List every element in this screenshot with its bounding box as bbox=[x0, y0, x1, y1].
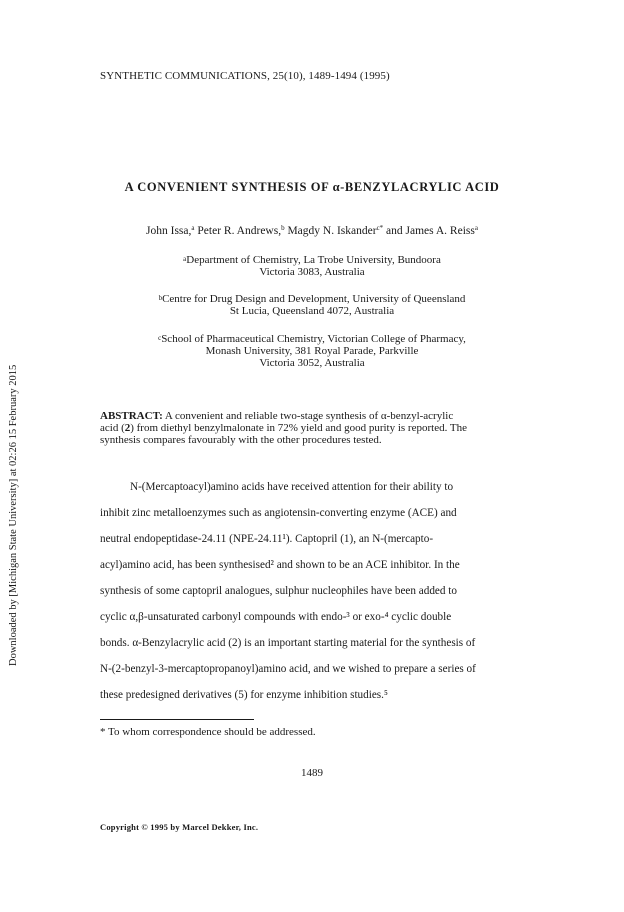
affiliation-c-line2: Monash University, 381 Royal Parade, Parkville bbox=[205, 345, 419, 357]
affiliation-c-line1: School of Pharmaceutical Chemistry, Victorian College of Pharmacy, bbox=[161, 333, 466, 345]
footnote-rule bbox=[100, 719, 254, 720]
body-line-1: N-(Mercaptoacyl)amino acids have received attention for their ability to bbox=[130, 481, 454, 493]
body-line-5: synthesis of some captopril analogues, sulphur nucleophiles have been added to bbox=[100, 585, 457, 597]
affiliation-a-line2: Victoria 3083, Australia bbox=[259, 266, 365, 278]
affiliation-b-line2: St Lucia, Queensland 4072, Australia bbox=[229, 305, 395, 317]
author-3: Magdy N. Iskander bbox=[284, 225, 377, 237]
affiliation-b-marker: b bbox=[158, 294, 163, 302]
copyright-line: Copyright © 1995 by Marcel Dekker, Inc. bbox=[100, 822, 259, 832]
paper-title: A CONVENIENT SYNTHESIS OF α-BENZYLACRYLIC ACID bbox=[124, 180, 500, 194]
author-list bbox=[0, 225, 624, 237]
journal-header: SYNTHETIC COMMUNICATIONS, 25(10), 1489-1494 (1995) bbox=[100, 70, 390, 82]
author-1: John Issa, bbox=[146, 225, 192, 237]
author-4: and James A. Reiss bbox=[383, 225, 475, 237]
author-2: Peter R. Andrews, bbox=[194, 225, 282, 237]
abstract-line2a: acid ( bbox=[100, 422, 125, 434]
affiliation-a-marker: a bbox=[183, 255, 187, 263]
body-line-9: these predesigned derivatives (5) for enzyme inhibition studies.⁵ bbox=[100, 689, 388, 701]
author-2-affil: b bbox=[281, 224, 285, 232]
affiliation-c-marker: c bbox=[158, 334, 162, 342]
affiliation-a-line1: Department of Chemistry, La Trobe University, Bundoora bbox=[186, 254, 441, 266]
download-watermark: Downloaded by [Michigan State University] at 02:26 15 February 2015 bbox=[8, 364, 19, 666]
abstract-line1: A convenient and reliable two-stage synthesis of α-benzyl-acrylic bbox=[162, 410, 454, 422]
body-line-4: acyl)amino acid, has been synthesised² and shown to be an ACE inhibitor. In the bbox=[100, 559, 460, 571]
body-text bbox=[100, 474, 528, 708]
body-line-6: cyclic α,β-unsaturated carbonyl compounds with endo-³ or exo-⁴ cyclic double bbox=[100, 611, 452, 623]
affiliation-b bbox=[0, 293, 624, 317]
abstract bbox=[100, 410, 530, 446]
abstract-line2c: ) from diethyl benzylmalonate in 72% yield and good purity is reported. The bbox=[130, 422, 467, 434]
affiliation-c bbox=[0, 333, 624, 369]
affiliation-a bbox=[0, 254, 624, 278]
abstract-line3: synthesis compares favourably with the other procedures tested. bbox=[100, 434, 382, 446]
author-1-affil: a bbox=[191, 224, 195, 232]
affiliation-c-line3: Victoria 3052, Australia bbox=[259, 357, 365, 369]
body-line-3: neutral endopeptidase-24.11 (NPE-24.11¹). Captopril (1), an N-(mercapto- bbox=[100, 533, 434, 545]
compound-2-ref: 2 bbox=[124, 422, 131, 434]
affiliation-b-line1: Centre for Drug Design and Development, University of Queensland bbox=[162, 293, 466, 305]
author-3-affil: c* bbox=[376, 224, 384, 232]
page-number: 1489 bbox=[301, 767, 323, 779]
abstract-label: ABSTRACT: bbox=[100, 410, 163, 422]
author-4-affil: a bbox=[474, 224, 478, 232]
body-line-8: N-(2-benzyl-3-mercaptopropanoyl)amino acid, and we wished to prepare a series of bbox=[100, 663, 476, 675]
body-line-2: inhibit zinc metalloenzymes such as angiotensin-converting enzyme (ACE) and bbox=[100, 507, 457, 519]
body-line-7: bonds. α-Benzylacrylic acid (2) is an important starting material for the synthesis of bbox=[100, 637, 476, 649]
footnote: * To whom correspondence should be addressed. bbox=[100, 726, 316, 738]
